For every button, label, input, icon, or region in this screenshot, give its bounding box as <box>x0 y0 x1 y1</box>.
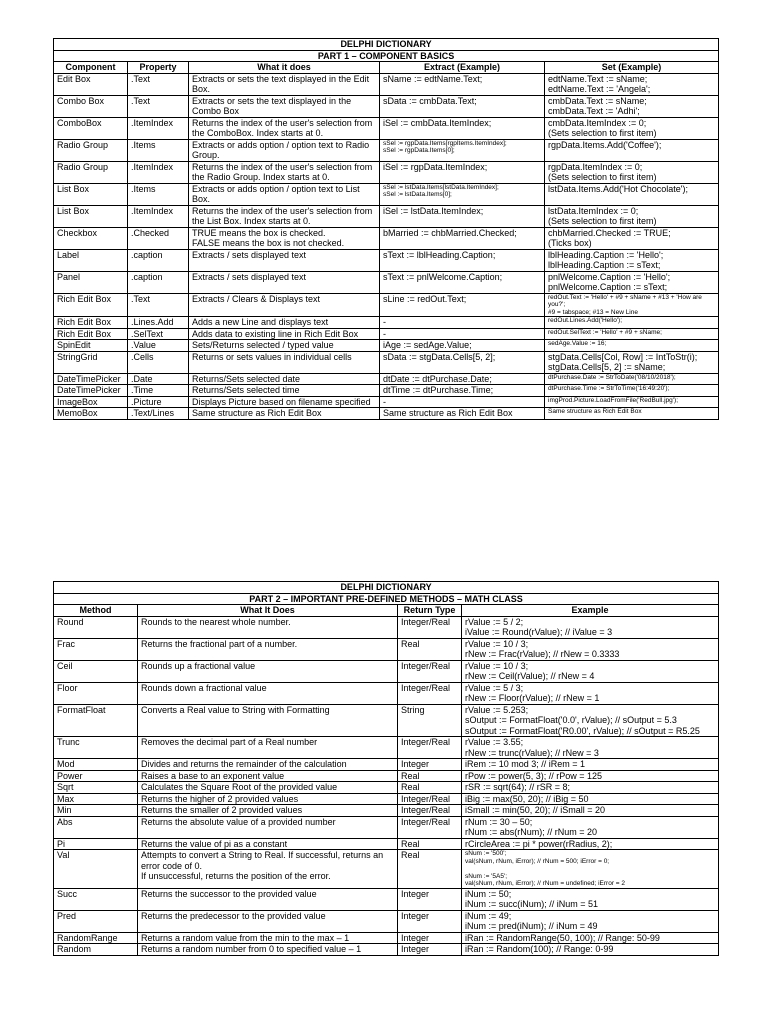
table-cell: Integer <box>398 932 462 944</box>
table-cell: Succ <box>54 888 138 910</box>
table-row <box>54 888 719 910</box>
table-cell: sData := cmbData.Text; <box>380 95 545 117</box>
table-cell: .SelText <box>128 328 189 340</box>
table-cell: Returns/Sets selected date <box>189 373 380 385</box>
table-cell: .Value <box>128 340 189 352</box>
table-cell: .Items <box>128 183 189 205</box>
table-cell: edtName.Text := sName; edtName.Text := 'Angela'; <box>545 73 719 95</box>
table-row <box>54 782 719 794</box>
table-cell: rCircleArea := pi * power(rRadius, 2); <box>462 838 719 850</box>
table-cell: .Picture <box>128 396 189 408</box>
table-row <box>54 638 719 660</box>
table-cell: Returns the index of the user's selection from the ComboBox. Index starts at 0. <box>189 117 380 139</box>
table-cell: rValue := 10 / 3; rNew := Frac(rValue); // rNew = 0.3333 <box>462 638 719 660</box>
table-cell: rValue := 5 / 2; iValue := Round(rValue); // iValue = 3 <box>462 616 719 638</box>
table-cell: Integer <box>398 944 462 956</box>
table-cell: Returns the smaller of 2 provided values <box>138 805 398 817</box>
table-cell: lstData.ItemIndex := 0; (Sets selection to first item) <box>545 205 719 227</box>
table-cell: .Date <box>128 373 189 385</box>
table-cell: TRUE means the box is checked. FALSE means the box is not checked. <box>189 227 380 249</box>
table-cell: chbMarried.Checked := TRUE; (Ticks box) <box>545 227 719 249</box>
table-row <box>54 838 719 850</box>
table-cell: Power <box>54 770 138 782</box>
column-header: Property <box>128 62 189 74</box>
table-cell: Returns a random value from the min to the max – 1 <box>138 932 398 944</box>
table-cell: Rich Edit Box <box>54 317 128 329</box>
method-rows <box>54 616 719 955</box>
table-cell: Converts a Real value to String with Formatting <box>138 704 398 737</box>
table-cell: .caption <box>128 271 189 293</box>
table-row <box>54 328 719 340</box>
table-cell: FormatFloat <box>54 704 138 737</box>
table-cell: Returns the successor to the provided value <box>138 888 398 910</box>
table-row <box>54 616 719 638</box>
table-cell: Calculates the Square Root of the provided value <box>138 782 398 794</box>
table-cell: iSmall := min(50, 20); // iSmall = 20 <box>462 805 719 817</box>
table-row <box>54 408 719 420</box>
table-cell: Extracts or sets the text displayed in the Edit Box. <box>189 73 380 95</box>
table-cell: Real <box>398 638 462 660</box>
table-cell: Integer/Real <box>398 737 462 759</box>
table-cell: Radio Group <box>54 139 128 161</box>
table-cell: .ItemIndex <box>128 205 189 227</box>
header-row <box>54 605 719 617</box>
table-cell: .Text <box>128 73 189 95</box>
table-cell: Displays Picture based on filename specified <box>189 396 380 408</box>
table-row <box>54 183 719 205</box>
table-cell: MemoBox <box>54 408 128 420</box>
table-cell: iRan := Random(100); // Range: 0-99 <box>462 944 719 956</box>
table-cell: rValue := 5.253; sOutput := FormatFloat('0.0', rValue); // sOutput = 5.3 sOutput := FormatFloat('R0.00', rValue); // sOutput = R5.25 <box>462 704 719 737</box>
table-cell: rgpData.Items.Add('Coffee'); <box>545 139 719 161</box>
table-cell: imgProd.Picture.LoadFromFile('RedBull.jpg'); <box>545 396 719 408</box>
table-cell: Abs <box>54 816 138 838</box>
column-header: What It Does <box>138 605 398 617</box>
table-cell: Edit Box <box>54 73 128 95</box>
table-cell: .ItemIndex <box>128 161 189 183</box>
table-cell: Rich Edit Box <box>54 293 128 317</box>
table-cell: StringGrid <box>54 351 128 373</box>
table-cell: .Time <box>128 385 189 397</box>
table-cell: redOut.Lines.Add('Hello'); <box>545 317 719 329</box>
table-cell: iNum := 49; iNum := pred(iNum); // iNum = 49 <box>462 910 719 932</box>
table-row <box>54 373 719 385</box>
table-cell: Sets/Returns selected / typed value <box>189 340 380 352</box>
table-row <box>54 805 719 817</box>
table-cell: Returns the value of pi as a constant <box>138 838 398 850</box>
column-header: Component <box>54 62 128 74</box>
table-cell: Checkbox <box>54 227 128 249</box>
table-cell: Radio Group <box>54 161 128 183</box>
table-cell: Divides and returns the remainder of the calculation <box>138 759 398 771</box>
table-cell: stgData.Cells[Col, Row] := IntToStr(i); stgData.Cells[5, 2] := sName; <box>545 351 719 373</box>
table-cell: Real <box>398 770 462 782</box>
table-cell: Same structure as Rich Edit Box <box>380 408 545 420</box>
table-cell: String <box>398 704 462 737</box>
table-title: DELPHI DICTIONARY <box>54 39 719 51</box>
column-header: Return Type <box>398 605 462 617</box>
table-title: DELPHI DICTIONARY <box>54 582 719 594</box>
column-header: Extract (Example) <box>380 62 545 74</box>
table-cell: cmbData.Text := sName; cmbData.Text := 'Adhi'; <box>545 95 719 117</box>
table-cell: .Text/Lines <box>128 408 189 420</box>
table-cell: .ItemIndex <box>128 117 189 139</box>
table-cell: .Checked <box>128 227 189 249</box>
table-row <box>54 385 719 397</box>
table-cell: Max <box>54 793 138 805</box>
table-cell: - <box>380 317 545 329</box>
table-cell: Ceil <box>54 660 138 682</box>
table-row <box>54 117 719 139</box>
table-cell: iBig := max(50, 20); // iBig = 50 <box>462 793 719 805</box>
table-cell: Real <box>398 838 462 850</box>
table-cell: Returns the index of the user's selection from the Radio Group. Index starts at 0. <box>189 161 380 183</box>
table-cell: Sqrt <box>54 782 138 794</box>
table-cell: sLine := redOut.Text; <box>380 293 545 317</box>
table-row <box>54 396 719 408</box>
table-cell: iNum := 50; iNum := succ(iNum); // iNum = 51 <box>462 888 719 910</box>
table-row <box>54 161 719 183</box>
table-cell: rPow := power(5, 3); // rPow = 125 <box>462 770 719 782</box>
table-cell: Frac <box>54 638 138 660</box>
table-row <box>54 850 719 889</box>
table-cell: Panel <box>54 271 128 293</box>
table-cell: .Lines.Add <box>128 317 189 329</box>
table-cell: sSel := rgpData.Items[rgpItems.ItemIndex]; sSel := rgpData.Items[0]; <box>380 139 545 161</box>
table-cell: iSel := rgpData.ItemIndex; <box>380 161 545 183</box>
table-cell: Adds a new Line and displays text <box>189 317 380 329</box>
table-cell: Min <box>54 805 138 817</box>
table-cell: rNum := 30 – 50; rNum := abs(rNum); // rNum = 20 <box>462 816 719 838</box>
table-row <box>54 770 719 782</box>
table-cell: Returns the index of the user's selection from the List Box. Index starts at 0. <box>189 205 380 227</box>
table-cell: Random <box>54 944 138 956</box>
table-cell: Integer/Real <box>398 816 462 838</box>
table-row <box>54 293 719 317</box>
table-cell: sText := pnlWelcome.Caption; <box>380 271 545 293</box>
table-cell: redOut.Text := 'Hello' + #9 + sName + #13 + 'How are you?'; #9 = tabspace; #13 = New Line <box>545 293 719 317</box>
table-cell: bMarried := chbMarried.Checked; <box>380 227 545 249</box>
table-cell: iSel := lstData.ItemIndex; <box>380 205 545 227</box>
table-cell: .caption <box>128 249 189 271</box>
table-cell: Returns the absolute value of a provided number <box>138 816 398 838</box>
table-row <box>54 95 719 117</box>
table-cell: List Box <box>54 183 128 205</box>
table-cell: Extracts or adds option / option text to List Box. <box>189 183 380 205</box>
table-cell: Same structure as Rich Edit Box <box>189 408 380 420</box>
table-cell: .Cells <box>128 351 189 373</box>
table-cell: Returns the fractional part of a number. <box>138 638 398 660</box>
table-row <box>54 932 719 944</box>
table-row <box>54 660 719 682</box>
table-cell: sText := lblHeading.Caption; <box>380 249 545 271</box>
table-cell: Mod <box>54 759 138 771</box>
table-cell: Rounds up a fractional value <box>138 660 398 682</box>
table-cell: Integer <box>398 888 462 910</box>
table-cell: Trunc <box>54 737 138 759</box>
header-row <box>54 62 719 74</box>
table-row <box>54 227 719 249</box>
table-cell: Integer/Real <box>398 616 462 638</box>
table-cell: sedAge.Value := 16; <box>545 340 719 352</box>
table-cell: cmbData.ItemIndex := 0; (Sets selection to first item) <box>545 117 719 139</box>
table-cell: Removes the decimal part of a Real number <box>138 737 398 759</box>
table-cell: ComboBox <box>54 117 128 139</box>
table-cell: redOut.SelText := 'Hello' + #9 + sName; <box>545 328 719 340</box>
table-row <box>54 704 719 737</box>
table-cell: lstData.Items.Add('Hot Chocolate'); <box>545 183 719 205</box>
table-cell: Attempts to convert a String to Real. If successful, returns an error code of 0. If unsuccessful, returns the position of the error. <box>138 850 398 889</box>
table-cell: rValue := 5 / 3; rNew := Floor(rValue); // rNew = 1 <box>462 682 719 704</box>
table-cell: Extracts or adds option / option text to Radio Group. <box>189 139 380 161</box>
table-row <box>54 910 719 932</box>
table-cell: iAge := sedAge.Value; <box>380 340 545 352</box>
table-row <box>54 73 719 95</box>
table-cell: pnlWelcome.Caption := 'Hello'; pnlWelcome.Caption := sText; <box>545 271 719 293</box>
table-subtitle: PART 1 – COMPONENT BASICS <box>54 50 719 62</box>
table-cell: Extracts / sets displayed text <box>189 271 380 293</box>
table-cell: Raises a base to an exponent value <box>138 770 398 782</box>
table-cell: iRem := 10 mod 3; // iRem = 1 <box>462 759 719 771</box>
table-cell: Same structure as Rich Edit Box <box>545 408 719 420</box>
table-cell: rSR := sqrt(64); // rSR = 8; <box>462 782 719 794</box>
table-cell: sSel := lstData.Items[lstData.ItemIndex]; sSel := lstData.Items[0]; <box>380 183 545 205</box>
table-cell: Real <box>398 850 462 889</box>
table-cell: RandomRange <box>54 932 138 944</box>
table-cell: Integer <box>398 910 462 932</box>
table-cell: Integer/Real <box>398 793 462 805</box>
table-row <box>54 271 719 293</box>
table-row <box>54 351 719 373</box>
table-cell: sData := stgData.Cells[5, 2]; <box>380 351 545 373</box>
table-cell: Integer/Real <box>398 805 462 817</box>
column-header: What it does <box>189 62 380 74</box>
table-cell: Rounds down a fractional value <box>138 682 398 704</box>
table-cell: sNum := '500'; val(sNum, rNum, iError); // rNum = 500; iError = 0; sNum := '5A5'; val(sNum, rNum, iError); // rNum = undefined; iError = 2 <box>462 850 719 889</box>
table-cell: Round <box>54 616 138 638</box>
table-cell: iSel := cmbData.ItemIndex; <box>380 117 545 139</box>
table-row <box>54 944 719 956</box>
table-cell: Floor <box>54 682 138 704</box>
table-row <box>54 816 719 838</box>
table-cell: Returns a random number from 0 to specified value – 1 <box>138 944 398 956</box>
table-cell: Val <box>54 850 138 889</box>
table-cell: .Text <box>128 95 189 117</box>
table-cell: Extracts / Clears & Displays text <box>189 293 380 317</box>
table-cell: rValue := 10 / 3; rNew := Ceil(rValue); // rNew = 4 <box>462 660 719 682</box>
table-cell: Rich Edit Box <box>54 328 128 340</box>
column-header: Set (Example) <box>545 62 719 74</box>
table-cell: Returns the higher of 2 provided values <box>138 793 398 805</box>
table-cell: Integer <box>398 759 462 771</box>
table-row <box>54 737 719 759</box>
table-cell: Pred <box>54 910 138 932</box>
table-cell: Combo Box <box>54 95 128 117</box>
table-cell: Rounds to the nearest whole number. <box>138 616 398 638</box>
table-cell: dtPurchase.Date := StrToDate('08/10/2018'); <box>545 373 719 385</box>
table-cell: List Box <box>54 205 128 227</box>
table-cell: Integer/Real <box>398 682 462 704</box>
table-cell: Returns/Sets selected time <box>189 385 380 397</box>
table-cell: sName := edtName.Text; <box>380 73 545 95</box>
table-cell: iRan := RandomRange(50, 100); // Range: 50-99 <box>462 932 719 944</box>
table-cell: ImageBox <box>54 396 128 408</box>
table-cell: dtPurchase.Time := StrToTime('16:49:20'); <box>545 385 719 397</box>
table-cell: Adds data to existing line in Rich Edit Box <box>189 328 380 340</box>
table-cell: Returns the predecessor to the provided value <box>138 910 398 932</box>
table-cell: - <box>380 328 545 340</box>
table-cell: Real <box>398 782 462 794</box>
table-cell: dtTime := dtPurchase.Time; <box>380 385 545 397</box>
table-row <box>54 205 719 227</box>
table-cell: Integer/Real <box>398 660 462 682</box>
table-cell: lblHeading.Caption := 'Hello'; lblHeading.Caption := sText; <box>545 249 719 271</box>
table-cell: .Items <box>128 139 189 161</box>
table-row <box>54 793 719 805</box>
component-basics-table <box>53 38 719 420</box>
table-cell: Pi <box>54 838 138 850</box>
table-cell: rValue := 3.55; rNew := trunc(rValue); // rNew = 3 <box>462 737 719 759</box>
component-rows <box>54 73 719 419</box>
table-cell: DateTimePicker <box>54 385 128 397</box>
table-cell: Label <box>54 249 128 271</box>
table-cell: .Text <box>128 293 189 317</box>
table-cell: DateTimePicker <box>54 373 128 385</box>
table-row <box>54 139 719 161</box>
table-cell: Extracts or sets the text displayed in the Combo Box <box>189 95 380 117</box>
column-header: Method <box>54 605 138 617</box>
math-methods-table <box>53 581 719 956</box>
table-row <box>54 340 719 352</box>
table-row <box>54 682 719 704</box>
table-cell: - <box>380 396 545 408</box>
table-cell: rgpData.ItemIndex := 0; (Sets selection to first item) <box>545 161 719 183</box>
table-cell: dtDate := dtPurchase.Date; <box>380 373 545 385</box>
table-row <box>54 249 719 271</box>
table-cell: Returns or sets values in individual cells <box>189 351 380 373</box>
table-row <box>54 759 719 771</box>
column-header: Example <box>462 605 719 617</box>
table-cell: SpinEdit <box>54 340 128 352</box>
table-cell: Extracts / sets displayed text <box>189 249 380 271</box>
table-subtitle: PART 2 – IMPORTANT PRE-DEFINED METHODS – MATH CLASS <box>54 593 719 605</box>
table-row <box>54 317 719 329</box>
